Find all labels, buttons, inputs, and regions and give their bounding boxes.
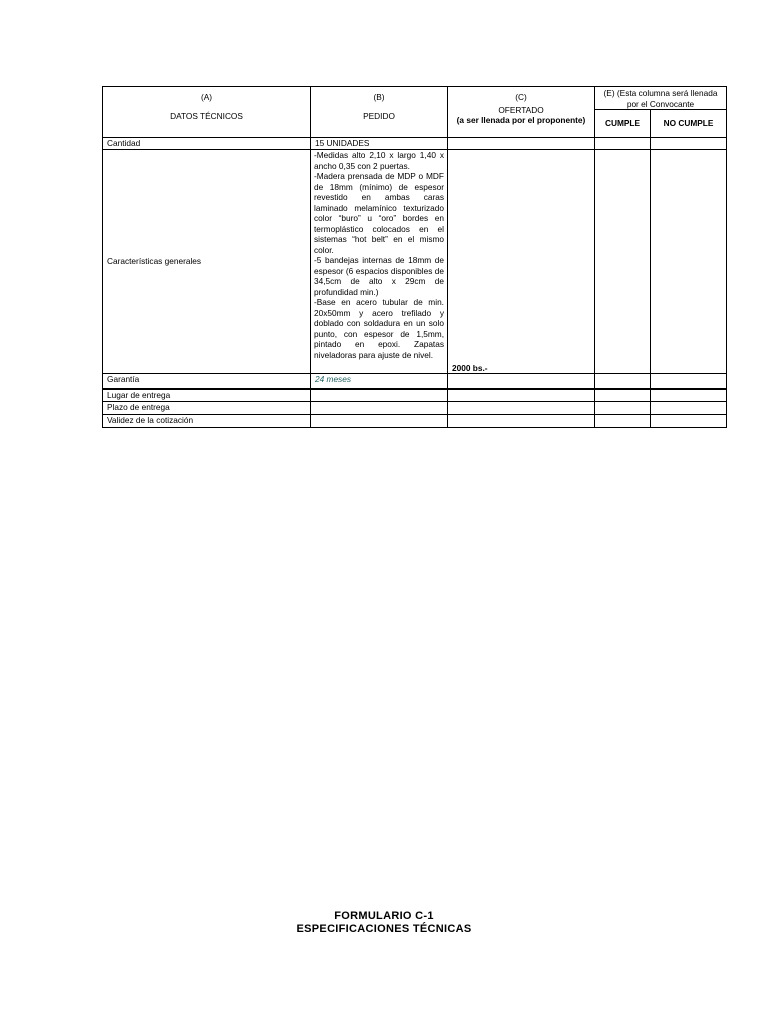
- header-c-title: OFERTADO: [498, 104, 544, 115]
- header-e-title: (E) (Esta columna será llenada por el Convocante: [595, 87, 727, 110]
- garantia-pedido: 24 meses: [311, 374, 448, 389]
- caracteristicas-line-1: -Medidas alto 2,10 x largo 1,40 x ancho 0,35 con 2 puertas.: [314, 150, 444, 171]
- validez-no-cumple: [651, 415, 727, 428]
- cantidad-pedido: 15 UNIDADES: [311, 138, 448, 150]
- garantia-no-cumple: [651, 374, 727, 389]
- header-b-title: PEDIDO: [363, 110, 395, 121]
- header-e-no-cumple: NO CUMPLE: [651, 110, 727, 138]
- plazo-pedido: [311, 402, 448, 415]
- validez-pedido: [311, 415, 448, 428]
- lugar-cumple: [595, 389, 651, 402]
- table-row-validez: [103, 415, 727, 428]
- validez-label: Validez de la cotización: [103, 415, 311, 428]
- cantidad-cumple: [595, 138, 651, 150]
- caracteristicas-line-2: -Madera prensada de MDP o MDF de 18mm (mínimo) de espesor revestido en ambas caras laminado melamínico texturizado color “buro” u “oro” bordes en termoplástico colocados en el sistemas “hot belt” en el mismo color.: [314, 171, 444, 255]
- plazo-ofertado: [448, 402, 595, 415]
- cantidad-label: Cantidad: [103, 138, 311, 150]
- caracteristicas-no-cumple: [651, 150, 727, 374]
- table-row-caracteristicas: [103, 150, 727, 374]
- header-e-cumple: CUMPLE: [595, 110, 651, 138]
- caracteristicas-ofertado: 2000 bs.-: [448, 150, 595, 374]
- header-c-cell: [448, 87, 595, 138]
- header-c-subtitle: (a ser llenada por el proponente): [456, 115, 586, 125]
- plazo-label: Plazo de entrega: [103, 402, 311, 415]
- caracteristicas-label: Características generales: [103, 150, 311, 374]
- table-row-cantidad: [103, 138, 727, 150]
- header-a-letter: (A): [200, 92, 213, 102]
- caracteristicas-line-3: -5 bandejas internas de 18mm de espesor (6 espacios disponibles de 34,5cm de alto x 29cm de profundidad min.): [314, 255, 444, 297]
- header-a-title: DATOS TÉCNICOS: [170, 110, 243, 121]
- lugar-label: Lugar de entrega: [103, 389, 311, 402]
- table-row-plazo: [103, 402, 727, 415]
- cantidad-ofertado: [448, 138, 595, 150]
- validez-cumple: [595, 415, 651, 428]
- plazo-no-cumple: [651, 402, 727, 415]
- caracteristicas-cumple: [595, 150, 651, 374]
- lugar-ofertado: [448, 389, 595, 402]
- garantia-cumple: [595, 374, 651, 389]
- lugar-pedido: [311, 389, 448, 402]
- form-number: FORMULARIO C-1: [334, 910, 434, 922]
- form-footer: [0, 910, 768, 936]
- form-title: ESPECIFICACIONES TÉCNICAS: [296, 923, 472, 935]
- garantia-ofertado: [448, 374, 595, 389]
- table-row-garantia: [103, 374, 727, 389]
- header-c-letter: (C): [515, 92, 527, 102]
- specifications-table: [102, 86, 727, 428]
- caracteristicas-line-4: -Base en acero tubular de min. 20x50mm y acero trefilado y doblado con soldadura en un solo punto, con espesor de 1,5mm, pintado en epoxi. Zapatas niveladoras para ajuste de nivel.: [314, 297, 444, 360]
- table-row-lugar: [103, 389, 727, 402]
- caracteristicas-pedido: [311, 150, 448, 374]
- garantia-label: Garantía: [103, 374, 311, 389]
- cantidad-no-cumple: [651, 138, 727, 150]
- plazo-cumple: [595, 402, 651, 415]
- header-a-cell: [103, 87, 311, 138]
- header-b-letter: (B): [373, 92, 385, 102]
- validez-ofertado: [448, 415, 595, 428]
- header-b-cell: [311, 87, 448, 138]
- lugar-no-cumple: [651, 389, 727, 402]
